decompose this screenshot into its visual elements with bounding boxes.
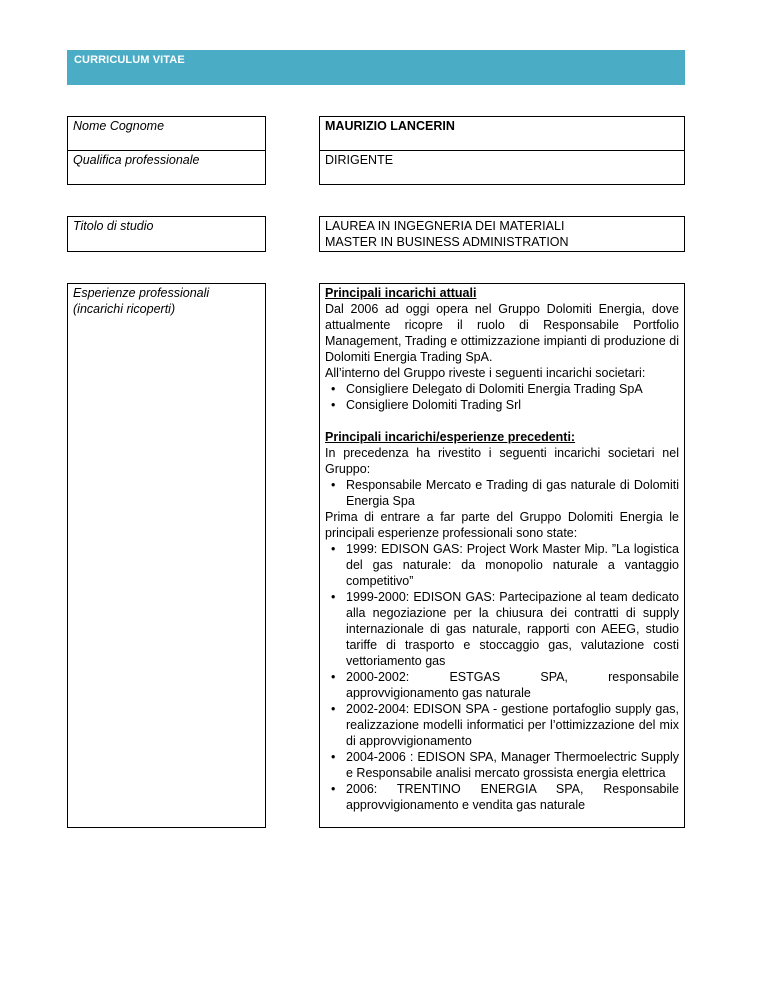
education-label: Titolo di studio <box>73 219 154 233</box>
education-value-cell <box>319 216 685 252</box>
qualification-value: DIRIGENTE <box>325 153 394 167</box>
list-item: • 2002-2004: EDISON SPA - gestione portafoglio supply gas, realizzazione modelli informatici per l’ottimizzazione del mix di approvvigionamento <box>346 701 679 749</box>
document-title: CURRICULUM VITAE <box>74 54 185 66</box>
group-roles-list <box>325 477 679 509</box>
list-item: • 2006: TRENTINO ENERGIA SPA, Responsabile approvvigionamento e vendita gas naturale <box>346 781 679 813</box>
qualification-label-cell <box>67 150 266 185</box>
current-roles-list <box>325 381 679 413</box>
list-item: • 1999: EDISON GAS: Project Work Master Mip. ”La logistica del gas naturale: da monopolio naturale a vantaggio competitivo” <box>346 541 679 589</box>
current-roles-intro2: All’interno del Gruppo riveste i seguenti incarichi societari: <box>325 366 646 380</box>
previous-roles-intro2: Prima di entrare a far parte del Gruppo Dolomiti Energia le principali esperienze professionali sono state: <box>325 510 679 540</box>
list-item: • Responsabile Mercato e Trading di gas naturale di Dolomiti Energia Spa <box>346 477 679 509</box>
list-item: • 2000-2002: ESTGAS SPA, responsabile approvvigionamento gas naturale <box>346 669 679 701</box>
education-master: MASTER IN BUSINESS ADMINISTRATION <box>325 235 569 249</box>
experience-label: Esperienze professionali <box>73 286 210 300</box>
current-roles-title: Principali incarichi attuali <box>325 286 477 300</box>
list-item: • Consigliere Delegato di Dolomiti Energia Trading SpA <box>346 381 679 397</box>
name-label: Nome Cognome <box>73 119 165 133</box>
header-bar <box>67 50 685 85</box>
previous-roles-title: Principali incarichi/esperienze precedenti: <box>325 430 576 444</box>
qualification-label: Qualifica professionale <box>73 153 200 167</box>
list-item: • 2004-2006 : EDISON SPA, Manager Thermoelectric Supply e Responsabile analisi mercato grossista energia elettrica <box>346 749 679 781</box>
list-item: • 1999-2000: EDISON GAS: Partecipazione al team dedicato alla negoziazione per la chiusura dei contratti di supply internazionale di gas naturale, rapporti con AEEG, studio tariffe di trasporto e stoccaggio gas, valutazione costi vettoriamento gas <box>346 589 679 669</box>
previous-roles-list <box>325 541 679 813</box>
experience-value-cell <box>319 283 685 828</box>
name-value-cell <box>319 116 685 151</box>
name-label-cell <box>67 116 266 151</box>
experience-sublabel: (incarichi ricoperti) <box>73 302 176 316</box>
education-label-cell <box>67 216 266 252</box>
experience-label-cell <box>67 283 266 828</box>
list-item: • Consigliere Dolomiti Trading Srl <box>346 397 679 413</box>
name-value: MAURIZIO LANCERIN <box>325 119 455 133</box>
current-roles-intro: Dal 2006 ad oggi opera nel Gruppo Dolomiti Energia, dove attualmente ricopre il ruolo di Responsabile Portfolio Management, Trading e ottimizzazione impianti di produzione di Dolomiti Energia Trading SpA. <box>325 302 679 364</box>
previous-roles-intro: In precedenza ha rivestito i seguenti incarichi societari nel Gruppo: <box>325 446 679 476</box>
qualification-value-cell <box>319 150 685 185</box>
education-degree: LAUREA IN INGEGNERIA DEI MATERIALI <box>325 219 565 233</box>
